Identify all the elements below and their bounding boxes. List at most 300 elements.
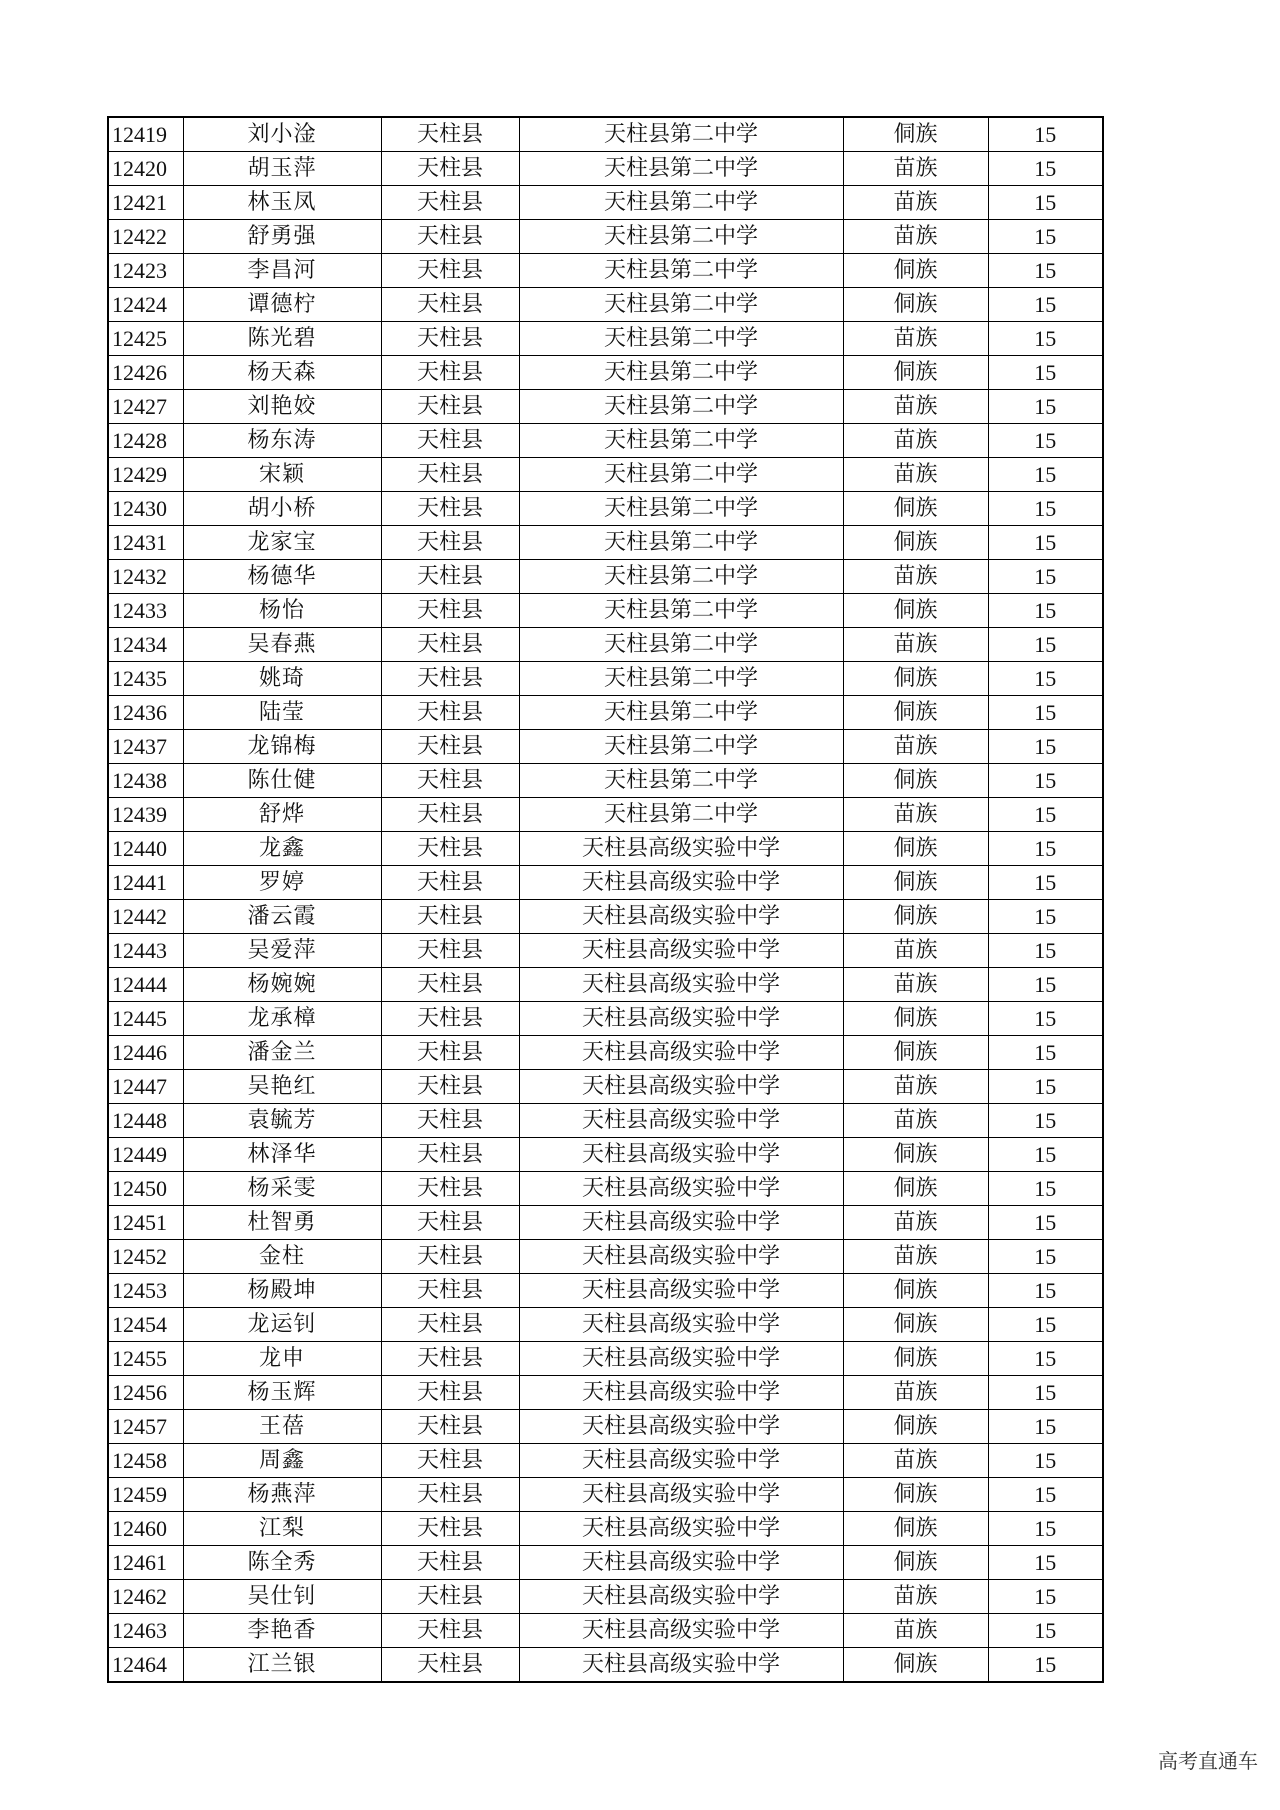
cell-ethnicity: 苗族 — [843, 1444, 988, 1478]
cell-id: 12436 — [108, 696, 183, 730]
cell-score: 15 — [988, 1342, 1103, 1376]
cell-score: 15 — [988, 798, 1103, 832]
cell-ethnicity: 侗族 — [843, 254, 988, 288]
cell-school: 天柱县第二中学 — [519, 696, 843, 730]
cell-county: 天柱县 — [381, 288, 519, 322]
cell-name: 吴春燕 — [183, 628, 381, 662]
cell-id: 12421 — [108, 186, 183, 220]
cell-school: 天柱县高级实验中学 — [519, 1546, 843, 1580]
cell-ethnicity: 苗族 — [843, 186, 988, 220]
cell-score: 15 — [988, 832, 1103, 866]
cell-county: 天柱县 — [381, 526, 519, 560]
table-row — [108, 390, 1103, 424]
cell-score: 15 — [988, 900, 1103, 934]
cell-score: 15 — [988, 1614, 1103, 1648]
cell-school: 天柱县第二中学 — [519, 186, 843, 220]
cell-score: 15 — [988, 254, 1103, 288]
cell-county: 天柱县 — [381, 1206, 519, 1240]
table-row — [108, 866, 1103, 900]
cell-name: 舒勇强 — [183, 220, 381, 254]
cell-county: 天柱县 — [381, 322, 519, 356]
cell-school: 天柱县第二中学 — [519, 730, 843, 764]
cell-school: 天柱县第二中学 — [519, 322, 843, 356]
cell-id: 12430 — [108, 492, 183, 526]
cell-id: 12442 — [108, 900, 183, 934]
cell-name: 龙鑫 — [183, 832, 381, 866]
cell-score: 15 — [988, 526, 1103, 560]
cell-county: 天柱县 — [381, 1070, 519, 1104]
table-row — [108, 1036, 1103, 1070]
cell-school: 天柱县高级实验中学 — [519, 1036, 843, 1070]
table-row — [108, 424, 1103, 458]
cell-county: 天柱县 — [381, 1580, 519, 1614]
table-row — [108, 1104, 1103, 1138]
cell-ethnicity: 侗族 — [843, 1308, 988, 1342]
cell-ethnicity: 侗族 — [843, 117, 988, 152]
cell-name: 林泽华 — [183, 1138, 381, 1172]
cell-county: 天柱县 — [381, 117, 519, 152]
cell-id: 12427 — [108, 390, 183, 424]
cell-name: 杨采雯 — [183, 1172, 381, 1206]
cell-county: 天柱县 — [381, 220, 519, 254]
cell-ethnicity: 苗族 — [843, 152, 988, 186]
table-row — [108, 1580, 1103, 1614]
table-row — [108, 1172, 1103, 1206]
table-row — [108, 730, 1103, 764]
cell-school: 天柱县高级实验中学 — [519, 1002, 843, 1036]
cell-school: 天柱县高级实验中学 — [519, 1274, 843, 1308]
cell-county: 天柱县 — [381, 798, 519, 832]
cell-county: 天柱县 — [381, 628, 519, 662]
cell-score: 15 — [988, 1036, 1103, 1070]
table-row — [108, 1512, 1103, 1546]
cell-school: 天柱县第二中学 — [519, 628, 843, 662]
cell-score: 15 — [988, 1138, 1103, 1172]
cell-school: 天柱县第二中学 — [519, 492, 843, 526]
cell-county: 天柱县 — [381, 1376, 519, 1410]
cell-ethnicity: 侗族 — [843, 1138, 988, 1172]
cell-name: 龙家宝 — [183, 526, 381, 560]
table-row — [108, 1240, 1103, 1274]
cell-score: 15 — [988, 492, 1103, 526]
cell-school: 天柱县高级实验中学 — [519, 832, 843, 866]
table-row — [108, 832, 1103, 866]
cell-score: 15 — [988, 1206, 1103, 1240]
cell-name: 金柱 — [183, 1240, 381, 1274]
table-row — [108, 934, 1103, 968]
cell-county: 天柱县 — [381, 730, 519, 764]
cell-county: 天柱县 — [381, 424, 519, 458]
cell-school: 天柱县第二中学 — [519, 424, 843, 458]
cell-county: 天柱县 — [381, 1614, 519, 1648]
cell-ethnicity: 侗族 — [843, 526, 988, 560]
cell-ethnicity: 苗族 — [843, 424, 988, 458]
cell-name: 谭德柠 — [183, 288, 381, 322]
cell-name: 江梨 — [183, 1512, 381, 1546]
cell-ethnicity: 苗族 — [843, 968, 988, 1002]
cell-name: 吴爱萍 — [183, 934, 381, 968]
cell-id: 12432 — [108, 560, 183, 594]
cell-id: 12446 — [108, 1036, 183, 1070]
cell-school: 天柱县高级实验中学 — [519, 1648, 843, 1683]
cell-name: 陈仕健 — [183, 764, 381, 798]
cell-name: 潘金兰 — [183, 1036, 381, 1070]
table-row — [108, 458, 1103, 492]
table-row — [108, 356, 1103, 390]
cell-name: 周鑫 — [183, 1444, 381, 1478]
cell-county: 天柱县 — [381, 390, 519, 424]
cell-county: 天柱县 — [381, 356, 519, 390]
cell-school: 天柱县第二中学 — [519, 662, 843, 696]
table-row — [108, 764, 1103, 798]
cell-id: 12428 — [108, 424, 183, 458]
cell-ethnicity: 侗族 — [843, 1172, 988, 1206]
cell-county: 天柱县 — [381, 492, 519, 526]
cell-school: 天柱县第二中学 — [519, 560, 843, 594]
table-row — [108, 1138, 1103, 1172]
cell-county: 天柱县 — [381, 186, 519, 220]
cell-county: 天柱县 — [381, 1648, 519, 1683]
cell-score: 15 — [988, 696, 1103, 730]
cell-score: 15 — [988, 934, 1103, 968]
cell-county: 天柱县 — [381, 764, 519, 798]
cell-school: 天柱县高级实验中学 — [519, 1614, 843, 1648]
cell-id: 12460 — [108, 1512, 183, 1546]
cell-ethnicity: 苗族 — [843, 1376, 988, 1410]
cell-name: 杨天森 — [183, 356, 381, 390]
cell-name: 陆莹 — [183, 696, 381, 730]
cell-county: 天柱县 — [381, 662, 519, 696]
cell-score: 15 — [988, 458, 1103, 492]
cell-score: 15 — [988, 1444, 1103, 1478]
table-row — [108, 117, 1103, 152]
cell-ethnicity: 苗族 — [843, 934, 988, 968]
table-row — [108, 1206, 1103, 1240]
table-row — [108, 560, 1103, 594]
table-row — [108, 662, 1103, 696]
table-row — [108, 1342, 1103, 1376]
table-row — [108, 1614, 1103, 1648]
cell-school: 天柱县第二中学 — [519, 526, 843, 560]
cell-id: 12461 — [108, 1546, 183, 1580]
cell-ethnicity: 苗族 — [843, 1240, 988, 1274]
cell-ethnicity: 侗族 — [843, 696, 988, 730]
cell-id: 12455 — [108, 1342, 183, 1376]
cell-county: 天柱县 — [381, 1444, 519, 1478]
cell-ethnicity: 侗族 — [843, 1342, 988, 1376]
table-row — [108, 1410, 1103, 1444]
cell-id: 12424 — [108, 288, 183, 322]
cell-name: 袁毓芳 — [183, 1104, 381, 1138]
cell-score: 15 — [988, 1410, 1103, 1444]
cell-school: 天柱县第二中学 — [519, 356, 843, 390]
table-row — [108, 968, 1103, 1002]
cell-ethnicity: 苗族 — [843, 1104, 988, 1138]
student-list-table — [107, 116, 1104, 1683]
cell-county: 天柱县 — [381, 1002, 519, 1036]
cell-id: 12419 — [108, 117, 183, 152]
table-row — [108, 1002, 1103, 1036]
cell-name: 陈光碧 — [183, 322, 381, 356]
cell-id: 12459 — [108, 1478, 183, 1512]
table-row — [108, 288, 1103, 322]
cell-score: 15 — [988, 1478, 1103, 1512]
cell-id: 12443 — [108, 934, 183, 968]
cell-name: 杨婉婉 — [183, 968, 381, 1002]
cell-school: 天柱县高级实验中学 — [519, 934, 843, 968]
cell-score: 15 — [988, 117, 1103, 152]
cell-name: 龙申 — [183, 1342, 381, 1376]
cell-county: 天柱县 — [381, 152, 519, 186]
cell-ethnicity: 侗族 — [843, 832, 988, 866]
cell-id: 12462 — [108, 1580, 183, 1614]
cell-county: 天柱县 — [381, 832, 519, 866]
cell-id: 12438 — [108, 764, 183, 798]
cell-school: 天柱县第二中学 — [519, 117, 843, 152]
cell-id: 12452 — [108, 1240, 183, 1274]
cell-score: 15 — [988, 1240, 1103, 1274]
cell-name: 刘艳姣 — [183, 390, 381, 424]
cell-score: 15 — [988, 764, 1103, 798]
table-row — [108, 798, 1103, 832]
cell-id: 12426 — [108, 356, 183, 390]
cell-ethnicity: 苗族 — [843, 390, 988, 424]
cell-id: 12439 — [108, 798, 183, 832]
cell-score: 15 — [988, 1512, 1103, 1546]
cell-id: 12449 — [108, 1138, 183, 1172]
cell-ethnicity: 苗族 — [843, 1614, 988, 1648]
cell-ethnicity: 苗族 — [843, 1206, 988, 1240]
cell-name: 宋颖 — [183, 458, 381, 492]
cell-score: 15 — [988, 1546, 1103, 1580]
cell-id: 12451 — [108, 1206, 183, 1240]
cell-school: 天柱县高级实验中学 — [519, 1444, 843, 1478]
cell-school: 天柱县第二中学 — [519, 798, 843, 832]
cell-name: 罗婷 — [183, 866, 381, 900]
cell-score: 15 — [988, 594, 1103, 628]
cell-ethnicity: 侗族 — [843, 1002, 988, 1036]
cell-school: 天柱县高级实验中学 — [519, 1070, 843, 1104]
cell-name: 杨德华 — [183, 560, 381, 594]
cell-name: 陈全秀 — [183, 1546, 381, 1580]
cell-school: 天柱县高级实验中学 — [519, 1172, 843, 1206]
cell-name: 林玉凤 — [183, 186, 381, 220]
cell-county: 天柱县 — [381, 1478, 519, 1512]
table-row — [108, 1376, 1103, 1410]
cell-score: 15 — [988, 730, 1103, 764]
cell-school: 天柱县第二中学 — [519, 764, 843, 798]
cell-county: 天柱县 — [381, 1036, 519, 1070]
cell-ethnicity: 侗族 — [843, 492, 988, 526]
cell-id: 12422 — [108, 220, 183, 254]
cell-id: 12458 — [108, 1444, 183, 1478]
cell-id: 12453 — [108, 1274, 183, 1308]
cell-county: 天柱县 — [381, 560, 519, 594]
cell-id: 12447 — [108, 1070, 183, 1104]
cell-score: 15 — [988, 186, 1103, 220]
cell-name: 龙运钊 — [183, 1308, 381, 1342]
cell-school: 天柱县第二中学 — [519, 220, 843, 254]
cell-school: 天柱县第二中学 — [519, 254, 843, 288]
cell-name: 刘小淦 — [183, 117, 381, 152]
cell-ethnicity: 侗族 — [843, 1648, 988, 1683]
cell-score: 15 — [988, 288, 1103, 322]
table-row — [108, 254, 1103, 288]
cell-school: 天柱县高级实验中学 — [519, 1410, 843, 1444]
cell-name: 杨燕萍 — [183, 1478, 381, 1512]
cell-score: 15 — [988, 1648, 1103, 1683]
cell-ethnicity: 侗族 — [843, 866, 988, 900]
cell-school: 天柱县高级实验中学 — [519, 1512, 843, 1546]
cell-id: 12433 — [108, 594, 183, 628]
cell-school: 天柱县高级实验中学 — [519, 900, 843, 934]
table-row — [108, 900, 1103, 934]
cell-name: 杨怡 — [183, 594, 381, 628]
cell-score: 15 — [988, 968, 1103, 1002]
cell-name: 潘云霞 — [183, 900, 381, 934]
cell-ethnicity: 苗族 — [843, 458, 988, 492]
cell-score: 15 — [988, 152, 1103, 186]
cell-county: 天柱县 — [381, 1240, 519, 1274]
cell-ethnicity: 侗族 — [843, 1512, 988, 1546]
cell-school: 天柱县高级实验中学 — [519, 1342, 843, 1376]
cell-id: 12450 — [108, 1172, 183, 1206]
cell-name: 杜智勇 — [183, 1206, 381, 1240]
table-row — [108, 696, 1103, 730]
cell-score: 15 — [988, 1308, 1103, 1342]
cell-score: 15 — [988, 1580, 1103, 1614]
cell-name: 龙锦梅 — [183, 730, 381, 764]
cell-id: 12454 — [108, 1308, 183, 1342]
cell-county: 天柱县 — [381, 1512, 519, 1546]
cell-name: 李昌河 — [183, 254, 381, 288]
cell-id: 12431 — [108, 526, 183, 560]
cell-id: 12464 — [108, 1648, 183, 1683]
cell-school: 天柱县第二中学 — [519, 288, 843, 322]
cell-ethnicity: 侗族 — [843, 1274, 988, 1308]
cell-name: 杨东涛 — [183, 424, 381, 458]
cell-score: 15 — [988, 560, 1103, 594]
cell-id: 12440 — [108, 832, 183, 866]
cell-school: 天柱县高级实验中学 — [519, 1206, 843, 1240]
cell-county: 天柱县 — [381, 1342, 519, 1376]
cell-score: 15 — [988, 628, 1103, 662]
cell-county: 天柱县 — [381, 934, 519, 968]
watermark-text: 高考直通车 — [1158, 1749, 1258, 1773]
cell-score: 15 — [988, 1172, 1103, 1206]
cell-county: 天柱县 — [381, 1546, 519, 1580]
cell-id: 12444 — [108, 968, 183, 1002]
cell-ethnicity: 侗族 — [843, 1478, 988, 1512]
cell-score: 15 — [988, 322, 1103, 356]
cell-name: 舒烨 — [183, 798, 381, 832]
cell-ethnicity: 苗族 — [843, 220, 988, 254]
cell-ethnicity: 侗族 — [843, 1036, 988, 1070]
cell-school: 天柱县高级实验中学 — [519, 1580, 843, 1614]
table-row — [108, 492, 1103, 526]
cell-id: 12448 — [108, 1104, 183, 1138]
cell-score: 15 — [988, 662, 1103, 696]
cell-ethnicity: 苗族 — [843, 798, 988, 832]
cell-score: 15 — [988, 1070, 1103, 1104]
cell-ethnicity: 苗族 — [843, 322, 988, 356]
cell-name: 吴艳红 — [183, 1070, 381, 1104]
cell-county: 天柱县 — [381, 968, 519, 1002]
cell-score: 15 — [988, 356, 1103, 390]
cell-score: 15 — [988, 1002, 1103, 1036]
cell-name: 吴仕钊 — [183, 1580, 381, 1614]
cell-ethnicity: 侗族 — [843, 1546, 988, 1580]
cell-name: 江兰银 — [183, 1648, 381, 1683]
cell-score: 15 — [988, 390, 1103, 424]
cell-id: 12429 — [108, 458, 183, 492]
table-row — [108, 322, 1103, 356]
cell-county: 天柱县 — [381, 696, 519, 730]
table-row — [108, 1070, 1103, 1104]
cell-ethnicity: 苗族 — [843, 1070, 988, 1104]
cell-school: 天柱县第二中学 — [519, 458, 843, 492]
table-body — [108, 117, 1103, 1682]
cell-ethnicity: 侗族 — [843, 662, 988, 696]
cell-ethnicity: 苗族 — [843, 560, 988, 594]
cell-county: 天柱县 — [381, 1104, 519, 1138]
cell-school: 天柱县第二中学 — [519, 390, 843, 424]
cell-id: 12420 — [108, 152, 183, 186]
cell-score: 15 — [988, 1104, 1103, 1138]
cell-school: 天柱县高级实验中学 — [519, 866, 843, 900]
cell-name: 胡小桥 — [183, 492, 381, 526]
table-row — [108, 186, 1103, 220]
cell-county: 天柱县 — [381, 594, 519, 628]
table-row — [108, 526, 1103, 560]
cell-county: 天柱县 — [381, 1274, 519, 1308]
cell-ethnicity: 侗族 — [843, 594, 988, 628]
cell-ethnicity: 侗族 — [843, 900, 988, 934]
cell-id: 12445 — [108, 1002, 183, 1036]
cell-id: 12441 — [108, 866, 183, 900]
cell-name: 胡玉萍 — [183, 152, 381, 186]
table-row — [108, 1308, 1103, 1342]
cell-school: 天柱县高级实验中学 — [519, 968, 843, 1002]
table-row — [108, 594, 1103, 628]
cell-name: 龙承樟 — [183, 1002, 381, 1036]
table-row — [108, 1274, 1103, 1308]
table-row — [108, 1648, 1103, 1683]
cell-school: 天柱县第二中学 — [519, 152, 843, 186]
cell-county: 天柱县 — [381, 254, 519, 288]
cell-ethnicity: 侗族 — [843, 764, 988, 798]
cell-county: 天柱县 — [381, 900, 519, 934]
cell-name: 李艳香 — [183, 1614, 381, 1648]
cell-score: 15 — [988, 1274, 1103, 1308]
cell-ethnicity: 苗族 — [843, 730, 988, 764]
cell-score: 15 — [988, 220, 1103, 254]
cell-ethnicity: 侗族 — [843, 1410, 988, 1444]
cell-id: 12456 — [108, 1376, 183, 1410]
cell-school: 天柱县第二中学 — [519, 594, 843, 628]
cell-county: 天柱县 — [381, 1172, 519, 1206]
cell-school: 天柱县高级实验中学 — [519, 1240, 843, 1274]
cell-ethnicity: 侗族 — [843, 288, 988, 322]
cell-county: 天柱县 — [381, 1410, 519, 1444]
table-row — [108, 1478, 1103, 1512]
cell-county: 天柱县 — [381, 1308, 519, 1342]
table-row — [108, 628, 1103, 662]
cell-name: 杨玉辉 — [183, 1376, 381, 1410]
cell-name: 王蓓 — [183, 1410, 381, 1444]
cell-id: 12463 — [108, 1614, 183, 1648]
cell-id: 12434 — [108, 628, 183, 662]
